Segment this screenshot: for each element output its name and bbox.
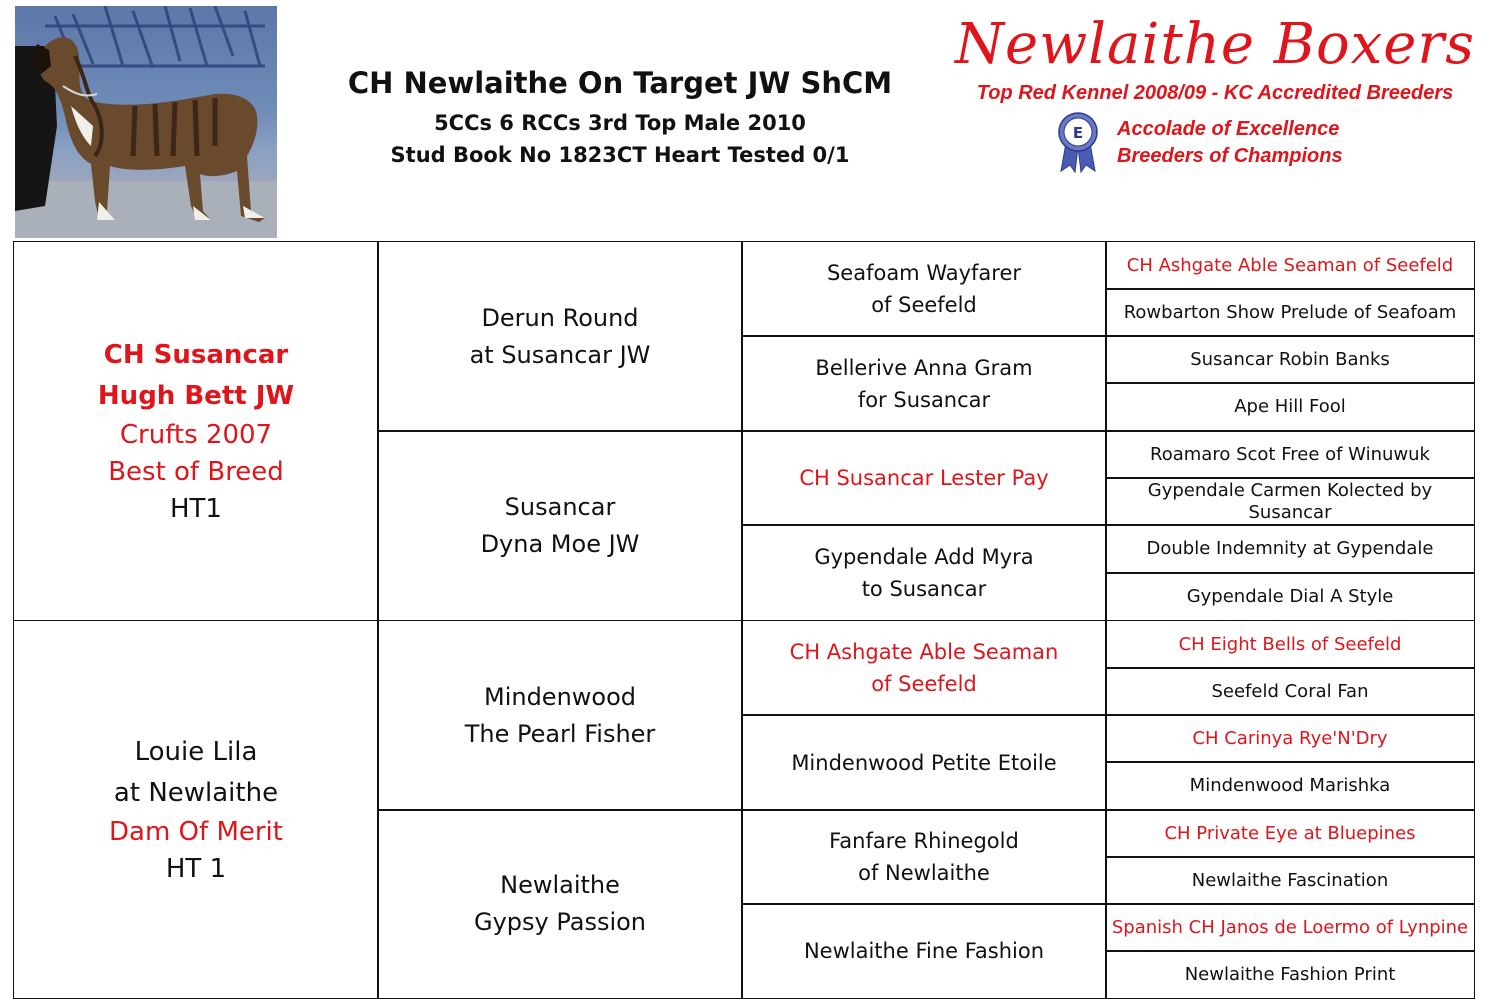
great-grandparent-name-line-2: of Seefeld: [871, 293, 977, 317]
sire-name-line-1: CH Susancar: [103, 339, 289, 370]
great-grandparent-cell: [741, 241, 1107, 337]
gen4-ancestor-name: CH Carinya Rye'N'Dry: [1192, 727, 1388, 749]
great-grandparent-name-line-1: Fanfare Rhinegold: [829, 829, 1019, 853]
great-grandparent-cell: [741, 430, 1107, 526]
gen4-ancestor-name: Gypendale Carmen Kolected by Susancar: [1147, 479, 1433, 523]
gen4-ancestor-name: CH Private Eye at Bluepines: [1164, 822, 1416, 844]
great-grandparent-cell: [741, 524, 1107, 621]
accolade-line-1: Accolade of Excellence: [1117, 118, 1340, 140]
sire-award-1: Crufts 2007: [119, 419, 273, 450]
rosette-icon: [1053, 111, 1103, 173]
gen4-ancestor-name: Spanish CH Janos de Loermo of Lynpine: [1111, 916, 1469, 938]
gen4-ancestor-name: Susancar Robin Banks: [1190, 348, 1390, 370]
great-grandparent-cell: [741, 714, 1107, 811]
grandparent-name-line-2: at Susancar JW: [469, 340, 651, 369]
dog-achievements: 5CCs 6 RCCs 3rd Top Male 2010: [434, 111, 806, 135]
gen4-ancestor-cell: [1105, 667, 1475, 716]
great-grandparent-name-line-2: of Seefeld: [871, 672, 977, 696]
accolade-line-2: Breeders of Champions: [1117, 145, 1343, 167]
gen4-ancestor-cell: [1105, 430, 1475, 479]
grandparent-name-line-2: Dyna Moe JW: [480, 529, 640, 558]
grandparent-name-line-1: Susancar: [504, 492, 616, 521]
gen4-ancestor-name: Mindenwood Marishka: [1189, 775, 1391, 796]
gen4-ancestor-name: Ape Hill Fool: [1234, 396, 1346, 417]
dog-photo-illustration: [15, 6, 277, 238]
dog-photo: [15, 6, 277, 238]
sire-cell: [13, 241, 379, 621]
dam-award: Dam Of Merit: [109, 816, 283, 847]
gen4-ancestor-cell: [1105, 382, 1475, 432]
great-grandparent-name-line-1: Mindenwood Petite Etoile: [791, 750, 1057, 775]
gen4-ancestor-cell: [1105, 241, 1475, 290]
sire-health: HT1: [170, 493, 222, 524]
grandparent-name-line-2: The Pearl Fisher: [464, 719, 656, 748]
gen4-ancestor-cell: [1105, 856, 1475, 905]
gen4-ancestor-name: Newlaithe Fascination: [1191, 869, 1389, 891]
grandparent-cell: [377, 809, 743, 999]
gen4-ancestor-name: Double Indemnity at Gypendale: [1146, 538, 1434, 559]
gen4-ancestor-name: CH Ashgate Able Seaman of Seefeld: [1126, 254, 1454, 276]
dam-cell: [13, 620, 379, 999]
gen4-ancestor-name: Newlaithe Fashion Print: [1184, 963, 1396, 985]
pedigree-table: [13, 241, 1475, 999]
gen4-ancestor-name: Seefeld Coral Fan: [1211, 680, 1369, 702]
gen4-ancestor-name: CH Eight Bells of Seefeld: [1178, 633, 1402, 655]
kennel-logo-text: Newlaithe Boxers: [955, 12, 1475, 77]
great-grandparent-name-line-1: Gypendale Add Myra: [814, 544, 1034, 569]
great-grandparent-name-line-1: CH Susancar Lester Pay: [799, 466, 1049, 490]
great-grandparent-name-line-2: of Newlaithe: [858, 861, 990, 885]
gen4-ancestor-cell: [1105, 524, 1475, 574]
gen4-ancestor-cell: [1105, 714, 1475, 763]
great-grandparent-cell: [741, 903, 1107, 999]
gen4-ancestor-cell: [1105, 620, 1475, 669]
grandparent-name-line-1: Newlaithe: [500, 871, 620, 899]
gen4-ancestor-cell: [1105, 761, 1475, 811]
grandparent-cell: [377, 430, 743, 621]
great-grandparent-name-line-1: Bellerive Anna Gram: [815, 355, 1033, 380]
gen4-ancestor-cell: [1105, 477, 1475, 526]
great-grandparent-name-line-1: Newlaithe Fine Fashion: [803, 939, 1045, 963]
great-grandparent-cell: [741, 809, 1107, 905]
gen4-ancestor-name: Gypendale Dial A Style: [1186, 585, 1394, 607]
grandparent-name-line-1: Derun Round: [481, 303, 639, 332]
grandparent-name-line-2: Gypsy Passion: [473, 908, 647, 936]
great-grandparent-cell: [741, 335, 1107, 432]
dam-name-line-2: at Newlaithe: [113, 777, 279, 808]
sire-name-line-2: Hugh Bett JW: [97, 380, 295, 411]
sire-award-2: Best of Breed: [108, 456, 284, 487]
page-title: CH Newlaithe On Target JW ShCM: [347, 66, 893, 100]
gen4-ancestor-cell: [1105, 288, 1475, 337]
gen4-ancestor-cell: [1105, 809, 1475, 858]
grandparent-name-line-1: Mindenwood: [483, 682, 637, 711]
dam-name-line-1: Louie Lila: [134, 736, 258, 767]
gen4-ancestor-cell: [1105, 950, 1475, 999]
gen4-ancestor-name: Roamaro Scot Free of Winuwuk: [1150, 443, 1430, 465]
great-grandparent-name-line-1: CH Ashgate Able Seaman: [789, 640, 1059, 664]
gen4-ancestor-cell: [1105, 335, 1475, 384]
great-grandparent-cell: [741, 620, 1107, 716]
gen4-ancestor-cell: [1105, 903, 1475, 952]
great-grandparent-name-line-2: for Susancar: [857, 387, 991, 412]
dam-health: HT 1: [165, 853, 227, 884]
great-grandparent-name-line-1: Seafoam Wayfarer: [826, 261, 1022, 285]
grandparent-cell: [377, 241, 743, 432]
grandparent-cell: [377, 620, 743, 811]
rosette-letter: E: [1072, 124, 1084, 142]
accolade-text: [1117, 116, 1343, 170]
gen4-ancestor-name: Rowbarton Show Prelude of Seafoam: [1123, 301, 1457, 323]
stud-book-info: Stud Book No 1823CT Heart Tested 0/1: [390, 143, 850, 167]
great-grandparent-name-line-2: to Susancar: [861, 576, 987, 601]
kennel-tagline: Top Red Kennel 2008/09 - KC Accredited Breeders: [976, 82, 1454, 104]
gen4-ancestor-cell: [1105, 572, 1475, 621]
